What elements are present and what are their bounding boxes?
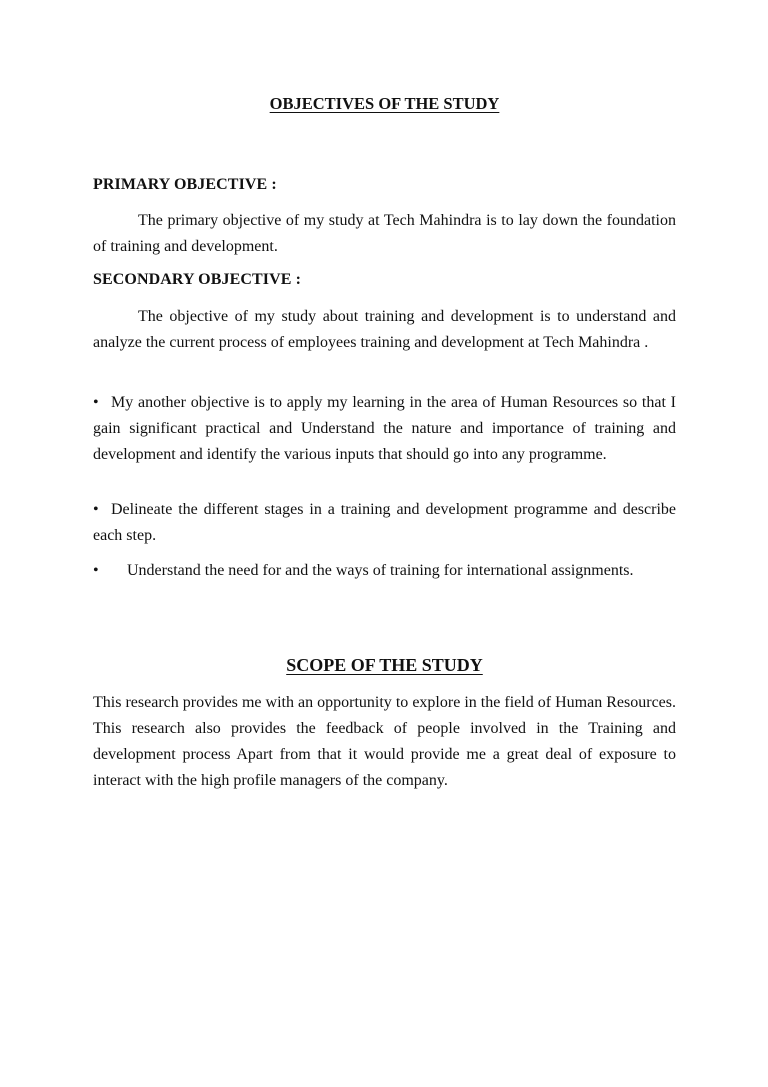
- scope-title: SCOPE OF THE STUDY: [286, 655, 483, 675]
- objective-bullet-1: [93, 390, 676, 468]
- bullet-text: My another objective is to apply my learning in the area of Human Resources so that I gain significant practical and Understand the nature and importance of training and development and identify the various inputs that should go into any programme.: [93, 394, 676, 463]
- objectives-title: OBJECTIVES OF THE STUDY: [269, 94, 500, 113]
- objective-bullet-3: [93, 558, 676, 584]
- bullet-mark: •: [93, 562, 99, 579]
- primary-objective-heading: PRIMARY OBJECTIVE :: [93, 176, 277, 193]
- primary-objective-text: The primary objective of my study at Tech Mahindra is to lay down the foundation of training and development.: [93, 212, 676, 255]
- bullet-mark: •: [93, 501, 99, 518]
- objective-bullet-2: [93, 497, 676, 549]
- bullet-text: Delineate the different stages in a training and development programme and describe each step.: [93, 501, 676, 544]
- secondary-objective-text: The objective of my study about training and development is to understand and analyze the current process of employees training and development at Tech Mahindra .: [93, 308, 676, 351]
- bullet-text: Understand the need for and the ways of training for international assignments.: [127, 562, 634, 579]
- secondary-objective-heading: SECONDARY OBJECTIVE :: [93, 271, 302, 288]
- scope-text: This research provides me with an opportunity to explore in the field of Human Resources. This research also provides the feedback of people involved in the Training and development process Apart from that it would provide me a great deal of exposure to interact with the high profile managers of the company.: [93, 694, 676, 789]
- bullet-mark: •: [93, 394, 99, 411]
